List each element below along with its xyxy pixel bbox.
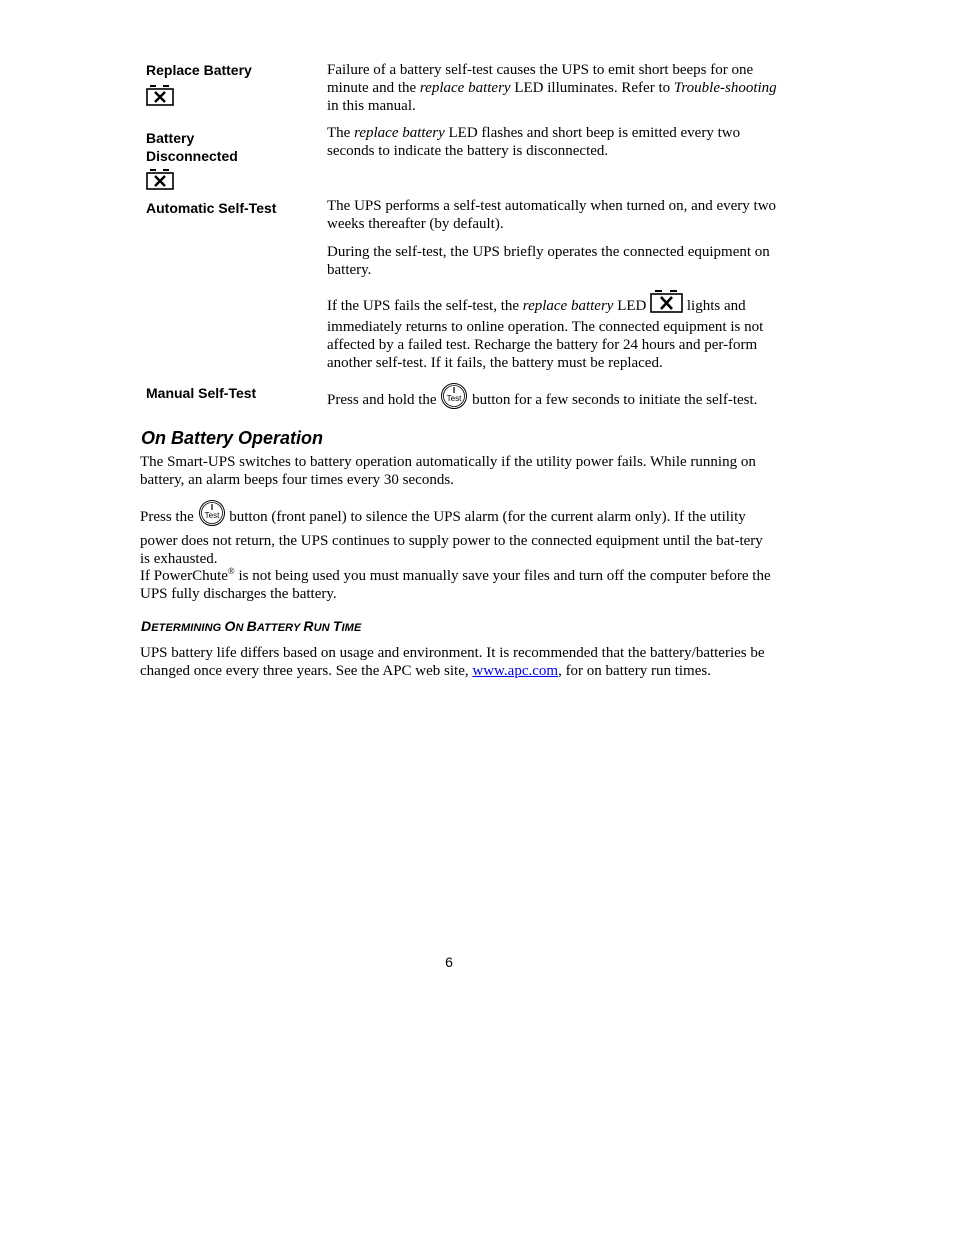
battery-disconnected-label: Battery Disconnected [146, 129, 238, 190]
run-time-paragraph: UPS battery life differs based on usage and environment. It is recommended that the battery/batteries be changed once every three years. See the APC web site, www.apc.com, for on battery run times. [140, 645, 765, 679]
on-battery-paragraph-2: Press the Test button (front panel) to silence the UPS alarm (for the current alarm only). If the utility power does not return, the UPS continues to supply power to the connected equipment until the bat-tery is exhausted. [140, 499, 776, 568]
automatic-self-test-label: Automatic Self-Test [146, 200, 277, 216]
manual-self-test-description: Press and hold the Test button for a few seconds to initiate the self-test. [327, 382, 777, 415]
replace-battery-icon [650, 289, 683, 318]
battery-disconnected-description: The replace battery LED flashes and short beep is emitted every two seconds to indicate the battery is disconnected. [327, 125, 741, 159]
on-battery-paragraph-3: If PowerChute® is not being used you must manually save your files and turn off the computer before the UPS fully discharges the battery. [140, 566, 771, 602]
subsection-title: DETERMINING ON BATTERY RUN TIME [141, 618, 362, 634]
replace-battery-icon [146, 168, 174, 190]
replace-battery-description: Failure of a battery self-test causes the UPS to emit short beeps for one minute and the replace battery LED illuminates. Refer to Trouble-shooting in this manual. [327, 62, 777, 114]
section-title: On Battery Operation [141, 428, 324, 448]
automatic-self-test-description: The UPS performs a self-test automatically when turned on, and every two weeks thereafter (by default). During the self-test, the UPS briefly operates the connected equipment on battery. If the UPS fails the self-test, the replace battery LED lights and immediately returns to online operation. The connected equipment is not affected by a failed test. Recharge the battery for 24 hours and per-form another self-test. If it fails, the battery must be replaced. [327, 198, 777, 371]
replace-battery-icon [146, 84, 174, 106]
apc-website-link[interactable]: www.apc.com [472, 663, 559, 679]
replace-battery-label: Replace Battery [146, 61, 252, 106]
test-button-icon [198, 499, 226, 532]
manual-self-test-label: Manual Self-Test [146, 385, 257, 401]
on-battery-paragraph-1: The Smart-UPS switches to battery operation automatically if the utility power fails. While running on battery, an alarm beeps four times every 30 seconds. [140, 454, 756, 488]
svg-text:Test: Test [204, 511, 219, 520]
page-number: 6 [445, 954, 453, 970]
svg-text:Test: Test [446, 394, 462, 403]
test-button-icon [440, 382, 468, 415]
